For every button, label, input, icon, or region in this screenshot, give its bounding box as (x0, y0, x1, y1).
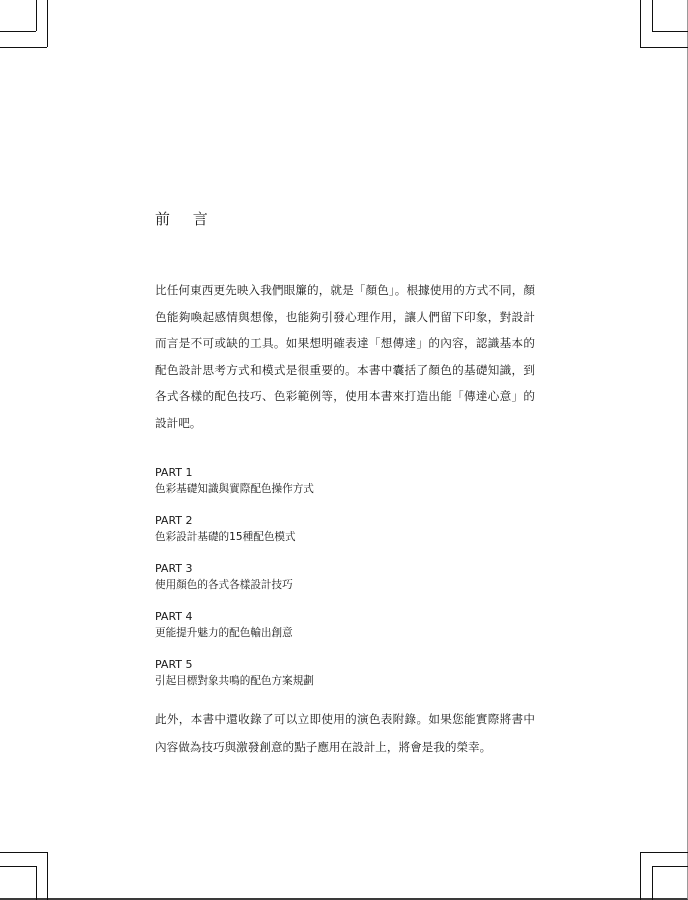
parts-list (155, 465, 535, 689)
part-title: 更能提升魅力的配色輸出創意 (155, 626, 293, 639)
part-item (155, 465, 535, 497)
outro-paragraph: 此外，本書中還收錄了可以立即使用的演色表附錄。如果您能實際將書中內容做為技巧與激發創意的點子應用在設計上，將會是我的榮幸。 (155, 711, 535, 754)
intro-paragraph: 比任何東西更先映入我們眼簾的，就是「顏色」。根據使用的方式不同，顏色能夠喚起感情與想像，也能夠引發心理作用，讓人們留下印象，對設計而言是不可或缺的工具。如果想明確表達「想傳達」的內容，認識基本的配色設計思考方式和模式是很重要的。本書中囊括了顏色的基礎知識，到各式各樣的配色技巧、色彩範例等，使用本書來打造出能「傳達心意」的設計吧。 (155, 283, 535, 430)
part-number: PART 3 (155, 561, 193, 575)
part-item (155, 609, 535, 641)
part-item (155, 561, 535, 593)
page-content (155, 205, 535, 772)
part-number: PART 4 (155, 609, 193, 623)
page-title: 前 言 (155, 210, 217, 228)
part-number: PART 1 (155, 465, 193, 479)
part-title: 引起目標對象共鳴的配色方案規劃 (155, 674, 314, 687)
part-title: 色彩基礎知識與實際配色操作方式 (155, 482, 314, 495)
part-number: PART 5 (155, 657, 193, 671)
part-item (155, 513, 535, 545)
part-item (155, 657, 535, 689)
part-title: 使用顏色的各式各樣設計技巧 (155, 578, 293, 591)
part-title: 色彩設計基礎的15種配色模式 (155, 530, 296, 543)
part-number: PART 2 (155, 513, 193, 527)
